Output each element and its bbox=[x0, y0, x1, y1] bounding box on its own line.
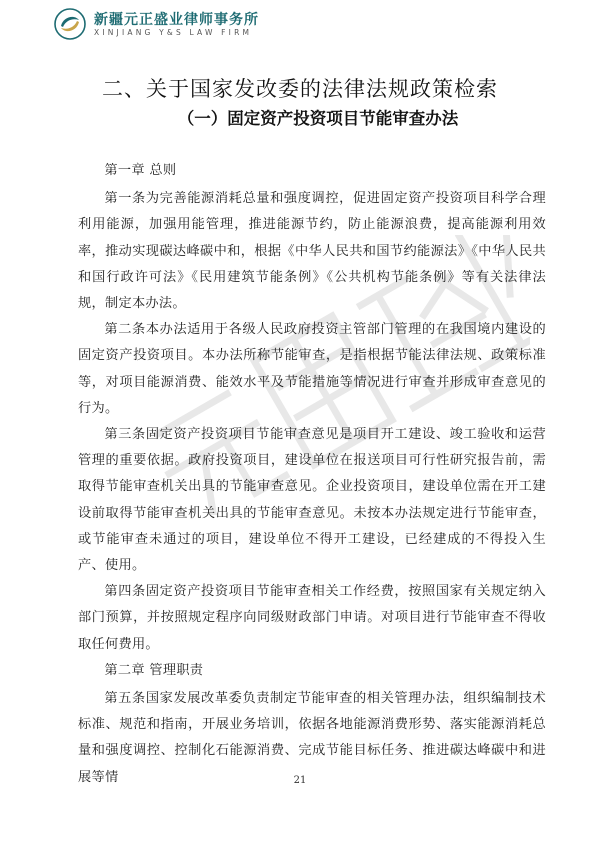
page-number: 21 bbox=[293, 775, 307, 786]
firm-logo-icon bbox=[54, 8, 86, 40]
article-paragraph: 第五条国家发展改革委负责制定节能审查的相关管理办法，组织编制技术标准、规范和指南，开展业务培训，依据各地能源消费形势、落实能源消耗总量和强度调控、控制化石能源消费、完成节能目标任务、推进碳达峰碳中和进展等情 bbox=[78, 691, 546, 785]
page-title: 二、关于国家发改委的法律法规政策检索 bbox=[102, 77, 498, 101]
article-paragraph: 第一条为完善能源消耗总量和强度调控，促进固定资产投资项目科学合理利用能源，加强用能管理，推进能源节约，防止能源浪费，提高能源利用效率，推动实现碳达峰碳中和，根据《中华人民共和国节约能源法》《中华人民共和国行政许可法》《民用建筑节能条例》《公共机构节能条例》等有关法律法规，制定本办法。 bbox=[78, 191, 546, 312]
page-subtitle: （一）固定资产投资项目节能审查办法 bbox=[177, 109, 459, 128]
article-paragraph: 第四条固定资产投资项目节能审查相关工作经费，按照国家有关规定纳入部门预算，并按照规定程序向同级财政部门申请。对项目进行节能审查不得收取任何费用。 bbox=[78, 584, 546, 652]
firm-name-en: XINJIANG Y&S LAW FIRM bbox=[94, 28, 253, 37]
chapter-heading: 第二章 管理职责 bbox=[104, 662, 204, 678]
chapter-heading: 第一章 总则 bbox=[104, 163, 177, 178]
article-paragraph: 第二条本办法适用于各级人民政府投资主管部门管理的在我国境内建设的固定资产投资项目。本办法所称节能审查，是指根据节能法律法规、政策标准等，对项目能源消费、能效水平及节能措施等情况进行审查并形成审查意见的行为。 bbox=[78, 322, 546, 416]
article-paragraph: 第三条固定资产投资项目节能审查意见是项目开工建设、竣工验收和运营管理的重要依据。政府投资项目，建设单位在报送项目可行性研究报告前，需取得节能审查机关出具的节能审查意见。企业投资项目，建设单位需在开工建设前取得节能审查机关出具的节能审查意见。未按本办法规定进行节能审查，或节能审查未通过的项目，建设单位不得开工建设，已经建成的不得投入生产、使用。 bbox=[78, 427, 546, 574]
document-body bbox=[78, 158, 546, 791]
firm-name-cn: 新疆元正盛业律师事务所 bbox=[94, 12, 259, 28]
letterhead bbox=[0, 0, 600, 50]
